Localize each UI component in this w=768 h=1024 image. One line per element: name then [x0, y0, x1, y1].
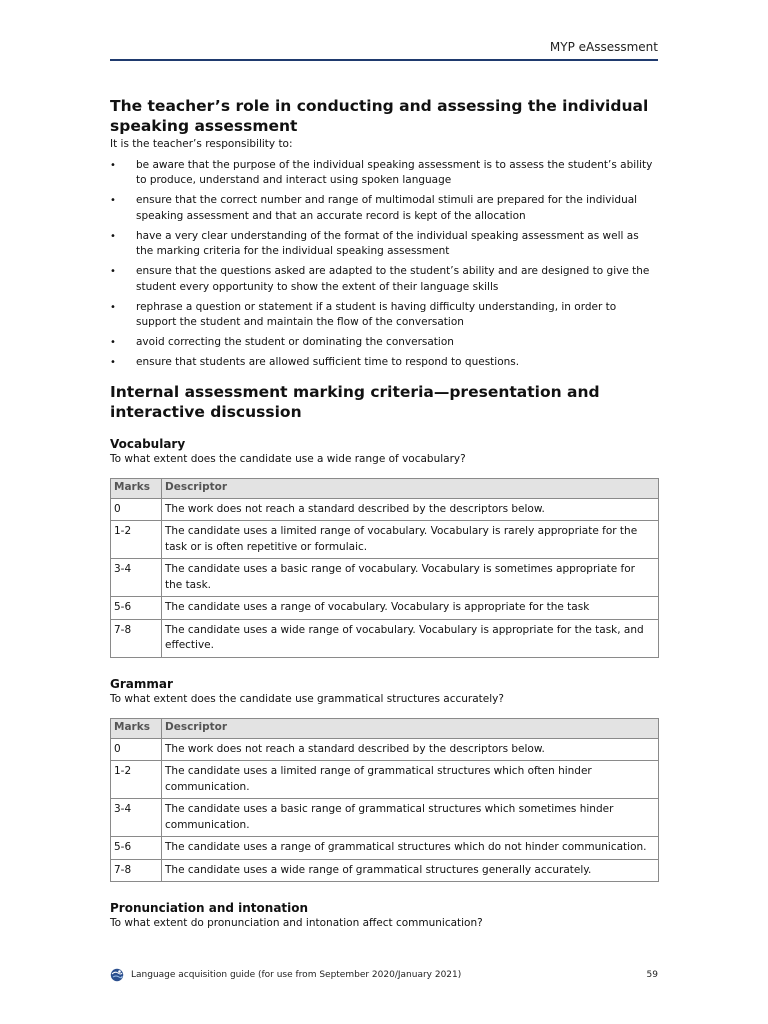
- marks-cell: 3-4: [111, 799, 162, 837]
- table-row: [111, 837, 659, 860]
- grammar-heading: Grammar: [110, 676, 173, 691]
- table-row: [111, 521, 659, 559]
- marks-cell: 3-4: [111, 559, 162, 597]
- table-row: [111, 738, 659, 761]
- responsibility-list: [110, 158, 658, 371]
- descriptor-cell: The candidate uses a wide range of vocabulary. Vocabulary is appropriate for the task, and effective.: [162, 619, 659, 657]
- marks-cell: 5-6: [111, 837, 162, 860]
- grammar-table: [110, 718, 659, 882]
- table-row: [111, 799, 659, 837]
- descriptor-cell: The candidate uses a basic range of grammatical structures which sometimes hinder communication.: [162, 799, 659, 837]
- descriptor-cell: The candidate uses a wide range of grammatical structures generally accurately.: [162, 859, 659, 882]
- descriptor-column-header: Descriptor: [162, 719, 659, 739]
- running-header: MYP eAssessment: [549, 40, 658, 54]
- list-item: • ensure that the correct number and range of multimodal stimuli are prepared for the individual speaking assessment and that an accurate record is kept of the allocation: [110, 193, 658, 224]
- marks-column-header: Marks: [111, 719, 162, 739]
- descriptor-cell: The candidate uses a limited range of grammatical structures which often hinder communication.: [162, 761, 659, 799]
- marks-cell: 0: [111, 498, 162, 521]
- section-heading-marking-criteria: Internal assessment marking criteria—presentation and interactive discussion: [110, 382, 600, 421]
- table-row: [111, 559, 659, 597]
- intro-text: It is the teacher’s responsibility to:: [110, 138, 293, 150]
- list-item: • be aware that the purpose of the individual speaking assessment is to assess the student’s ability to produce, understand and interact using spoken language: [110, 158, 658, 189]
- page-number: 59: [646, 970, 658, 980]
- grammar-question: To what extent does the candidate use grammatical structures accurately?: [110, 692, 504, 705]
- pronunciation-question: To what extent do pronunciation and intonation affect communication?: [110, 917, 483, 929]
- marks-cell: 0: [111, 738, 162, 761]
- table-row: [111, 859, 659, 882]
- list-item: • avoid correcting the student or dominating the conversation: [110, 335, 658, 351]
- marks-cell: 1-2: [111, 761, 162, 799]
- descriptor-cell: The candidate uses a limited range of vocabulary. Vocabulary is rarely appropriate for the task or is often repetitive or formulaic.: [162, 521, 659, 559]
- descriptor-cell: The work does not reach a standard described by the descriptors below.: [162, 498, 659, 521]
- marks-cell: 7-8: [111, 859, 162, 882]
- list-item: • ensure that students are allowed sufficient time to respond to questions.: [110, 355, 658, 371]
- vocabulary-heading: Vocabulary: [110, 436, 186, 451]
- descriptor-column-header: Descriptor: [162, 479, 659, 499]
- table-header-row: [111, 719, 659, 739]
- descriptor-cell: The work does not reach a standard described by the descriptors below.: [162, 738, 659, 761]
- list-item: • rephrase a question or statement if a student is having difficulty understanding, in order to support the student and maintain the flow of the conversation: [110, 300, 658, 331]
- table-row: [111, 498, 659, 521]
- vocabulary-question: To what extent does the candidate use a wide range of vocabulary?: [110, 452, 466, 465]
- pronunciation-heading: Pronunciation and intonation: [110, 901, 309, 915]
- descriptor-cell: The candidate uses a range of vocabulary. Vocabulary is appropriate for the task: [162, 597, 659, 620]
- descriptor-cell: The candidate uses a basic range of vocabulary. Vocabulary is sometimes appropriate for the task.: [162, 559, 659, 597]
- marks-column-header: Marks: [111, 479, 162, 499]
- page-footer: [110, 968, 658, 984]
- list-item: • have a very clear understanding of the format of the individual speaking assessment as well as the marking criteria for the individual speaking assessment: [110, 229, 658, 260]
- marks-cell: 5-6: [111, 597, 162, 620]
- marks-cell: 7-8: [111, 619, 162, 657]
- marks-cell: 1-2: [111, 521, 162, 559]
- page-content: [110, 96, 658, 932]
- vocabulary-table: [110, 478, 659, 658]
- section-heading-teacher-role: The teacher’s role in conducting and assessing the individual speaking assessment: [110, 97, 649, 135]
- ib-globe-logo-icon: [110, 968, 124, 982]
- footer-guide-title: Language acquisition guide (for use from September 2020/January 2021): [131, 970, 462, 980]
- table-row: [111, 619, 659, 657]
- header-rule: [110, 59, 658, 61]
- descriptor-cell: The candidate uses a range of grammatical structures which do not hinder communication.: [162, 837, 659, 860]
- table-row: [111, 761, 659, 799]
- list-item: • ensure that the questions asked are adapted to the student’s ability and are designed to give the student every opportunity to show the extent of their language skills: [110, 264, 658, 295]
- table-header-row: [111, 479, 659, 499]
- table-row: [111, 597, 659, 620]
